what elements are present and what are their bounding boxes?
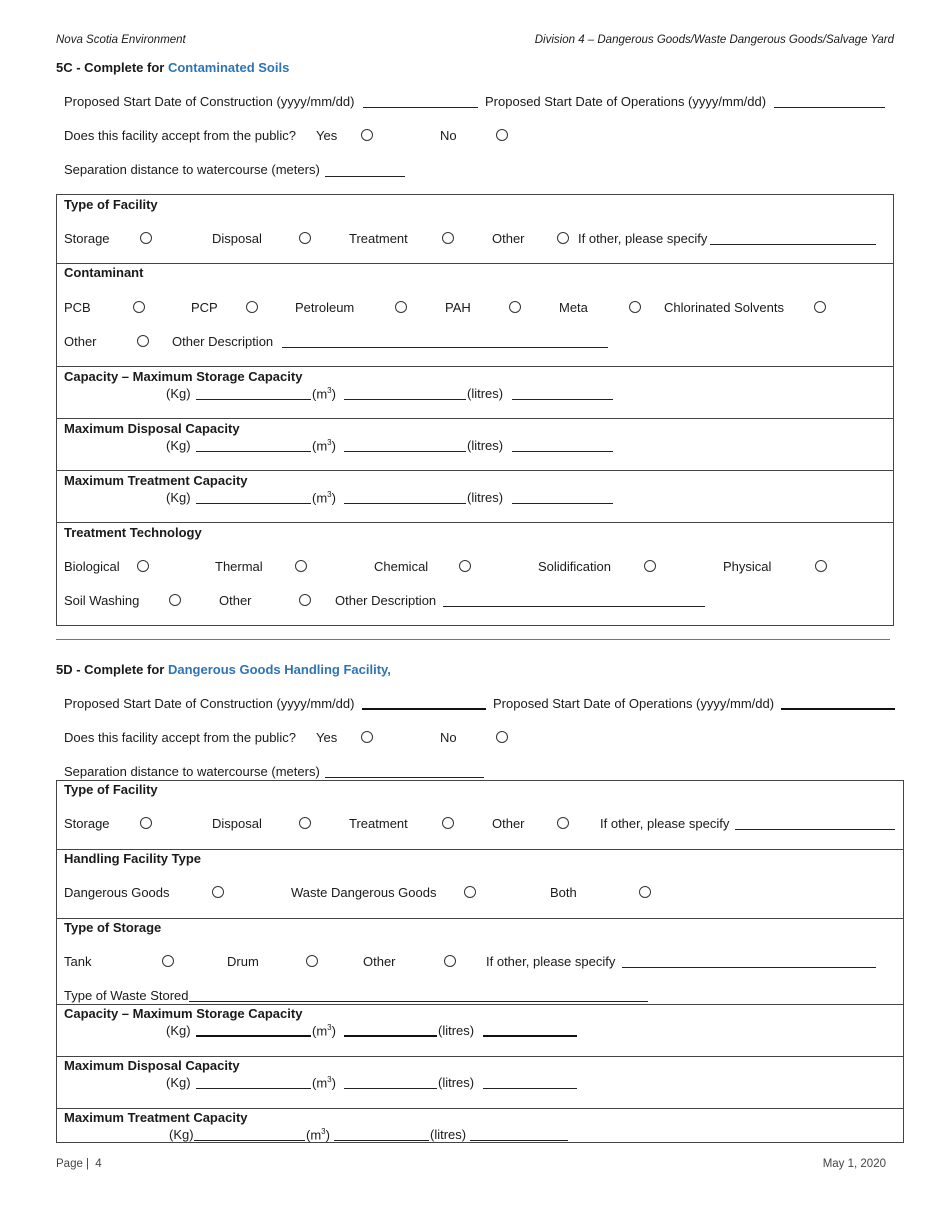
d-waste-stored-field[interactable] <box>189 1001 648 1002</box>
c-cap-storage-m3-field[interactable] <box>344 399 466 400</box>
c-tt-other-radio[interactable] <box>299 594 311 606</box>
c-treatment-radio[interactable] <box>442 232 454 244</box>
m3-close: ) <box>331 490 336 506</box>
d-cap-storage-m3 <box>312 1023 336 1038</box>
c-tt-soil-washing-label: Soil Washing <box>64 593 140 608</box>
c-cap-disposal-litres: (litres) <box>467 438 504 453</box>
c-start-construction-label: Proposed Start Date of Construction (yyyy/mm/dd) <box>64 94 355 109</box>
d-drum-label: Drum <box>227 954 259 969</box>
c-public-question: Does this facility accept from the public? <box>64 128 296 143</box>
d-cap-treatment-kg: (Kg) <box>169 1127 194 1142</box>
d-type-facility-title: Type of Facility <box>64 782 158 797</box>
divider <box>56 522 894 523</box>
section-5c-title <box>56 60 289 75</box>
c-cap-disposal-litres-field[interactable] <box>512 451 613 452</box>
c-cont-other-label: Other <box>64 334 97 349</box>
m3-sup: 3 <box>327 438 332 447</box>
c-disposal-radio[interactable] <box>299 232 311 244</box>
c-storage-radio[interactable] <box>140 232 152 244</box>
c-tt-other-desc-field[interactable] <box>443 606 705 607</box>
c-cap-storage-litres: (litres) <box>467 386 504 401</box>
d-disposal-label: Disposal <box>212 816 262 831</box>
c-tt-title: Treatment Technology <box>64 525 202 540</box>
d-cap-storage-m3-field[interactable] <box>344 1035 437 1037</box>
d-dg-radio[interactable] <box>212 886 224 898</box>
d-both-label: Both <box>550 885 577 900</box>
d-st-other-label: Other <box>363 954 396 969</box>
c-separation-field[interactable] <box>325 176 405 177</box>
c-cap-storage-kg-field[interactable] <box>196 399 311 400</box>
m3-close: ) <box>331 1023 336 1039</box>
c-meta-label: Meta <box>559 300 588 315</box>
d-specify-label: If other, please specify <box>600 816 730 831</box>
c-meta-radio[interactable] <box>629 301 641 313</box>
m3-unit: (m <box>312 438 328 454</box>
c-tt-solidification-label: Solidification <box>538 559 611 574</box>
c-public-no-radio[interactable] <box>496 129 508 141</box>
divider <box>56 1056 904 1057</box>
m3-sup: 3 <box>327 386 332 395</box>
c-pah-label: PAH <box>445 300 471 315</box>
c-tt-soil-washing-radio[interactable] <box>169 594 181 606</box>
m3-unit: (m <box>306 1127 322 1143</box>
divider <box>56 1108 904 1109</box>
c-cap-disposal-m3 <box>312 438 336 453</box>
c-public-no-label: No <box>440 128 457 143</box>
c-tt-chemical-radio[interactable] <box>459 560 471 572</box>
c-tt-other-label: Other <box>219 593 252 608</box>
d-cap-disposal-kg-field[interactable] <box>196 1088 311 1089</box>
d-start-operations-label: Proposed Start Date of Operations (yyyy/mm/dd) <box>493 696 775 711</box>
d-treatment-radio[interactable] <box>442 817 454 829</box>
header-org: Nova Scotia Environment <box>56 34 186 46</box>
d-st-specify-label: If other, please specify <box>486 954 616 969</box>
divider <box>56 366 894 367</box>
d-cap-treatment-litres-field[interactable] <box>470 1140 568 1141</box>
m3-unit: (m <box>312 1075 328 1091</box>
section-5d-highlight: Dangerous Goods Handling Facility, <box>167 662 391 677</box>
c-disposal-label: Disposal <box>212 231 262 246</box>
d-cap-storage-kg: (Kg) <box>166 1023 191 1038</box>
c-public-yes-label: Yes <box>316 128 338 143</box>
c-chlorinated-label: Chlorinated Solvents <box>664 300 784 315</box>
d-tank-radio[interactable] <box>162 955 174 967</box>
c-pcp-label: PCP <box>191 300 218 315</box>
c-tt-other-desc-label: Other Description <box>335 593 437 608</box>
d-st-specify-field[interactable] <box>622 967 876 968</box>
c-public-yes-radio[interactable] <box>361 129 373 141</box>
c-tt-solidification-radio[interactable] <box>644 560 656 572</box>
c-pcb-label: PCB <box>64 300 91 315</box>
d-cap-treatment-m3 <box>306 1127 330 1142</box>
d-public-yes-label: Yes <box>316 730 338 745</box>
d-other-label: Other <box>492 816 525 831</box>
footer-date: May 1, 2020 <box>822 1158 886 1170</box>
c-cap-disposal-kg-field[interactable] <box>196 451 311 452</box>
divider <box>56 849 904 850</box>
footer-page-number: 4 <box>95 1158 102 1170</box>
c-petroleum-label: Petroleum <box>295 300 355 315</box>
d-handling-title: Handling Facility Type <box>64 851 202 866</box>
c-cap-treatment-kg-field[interactable] <box>196 503 311 504</box>
d-cap-disposal-litres: (litres) <box>438 1075 475 1090</box>
section-5d-title <box>56 662 391 677</box>
d-cap-storage-litres: (litres) <box>438 1023 475 1038</box>
d-dg-label: Dangerous Goods <box>64 885 170 900</box>
c-tt-physical-label: Physical <box>723 559 772 574</box>
c-cap-storage-litres-field[interactable] <box>512 399 613 400</box>
d-storage-radio[interactable] <box>140 817 152 829</box>
m3-close: ) <box>331 386 336 402</box>
c-pah-radio[interactable] <box>509 301 521 313</box>
section-5d-prefix: 5D - Complete for <box>56 662 168 677</box>
c-cap-disposal-kg: (Kg) <box>166 438 191 453</box>
d-cap-treatment-kg-field[interactable] <box>194 1140 305 1141</box>
c-separation-label: Separation distance to watercourse (meters) <box>64 162 320 177</box>
c-chlorinated-radio[interactable] <box>814 301 826 313</box>
c-cap-treatment-m3 <box>312 490 336 505</box>
d-cap-storage-litres-field[interactable] <box>483 1035 577 1037</box>
d-waste-stored-label: Type of Waste Stored <box>64 988 189 1003</box>
c-cont-other-desc-field[interactable] <box>282 347 608 348</box>
d-separation-label: Separation distance to watercourse (meters) <box>64 764 320 779</box>
c-pcp-radio[interactable] <box>246 301 258 313</box>
c-cap-disposal-title: Maximum Disposal Capacity <box>64 421 240 436</box>
c-other-label: Other <box>492 231 525 246</box>
c-type-facility-title: Type of Facility <box>64 197 158 212</box>
c-cap-treatment-title: Maximum Treatment Capacity <box>64 473 248 488</box>
d-start-operations-field[interactable] <box>781 708 895 710</box>
c-cont-other-radio[interactable] <box>137 335 149 347</box>
d-cap-disposal-litres-field[interactable] <box>483 1088 577 1089</box>
c-cap-treatment-litres: (litres) <box>467 490 504 505</box>
m3-close: ) <box>331 438 336 454</box>
c-cap-disposal-m3-field[interactable] <box>344 451 466 452</box>
c-specify-field[interactable] <box>710 244 876 245</box>
d-specify-field[interactable] <box>735 829 895 830</box>
c-petroleum-radio[interactable] <box>395 301 407 313</box>
d-cap-disposal-m3-field[interactable] <box>344 1088 437 1089</box>
footer-page-label: Page | <box>56 1158 93 1170</box>
d-tank-label: Tank <box>64 954 92 969</box>
d-cap-disposal-kg: (Kg) <box>166 1075 191 1090</box>
divider <box>56 470 894 471</box>
c-treatment-label: Treatment <box>349 231 408 246</box>
section-5c-highlight: Contaminated Soils <box>167 60 290 75</box>
c-cap-storage-title: Capacity – Maximum Storage Capacity <box>64 369 303 384</box>
d-st-other-radio[interactable] <box>444 955 456 967</box>
c-specify-label: If other, please specify <box>578 231 708 246</box>
c-tt-thermal-label: Thermal <box>215 559 263 574</box>
d-cap-storage-kg-field[interactable] <box>196 1035 311 1037</box>
d-storage-type-title: Type of Storage <box>64 920 162 935</box>
c-tt-chemical-label: Chemical <box>374 559 429 574</box>
c-contaminant-title: Contaminant <box>64 265 144 280</box>
d-other-radio[interactable] <box>557 817 569 829</box>
m3-sup: 3 <box>321 1127 326 1136</box>
c-storage-label: Storage <box>64 231 110 246</box>
c-other-radio[interactable] <box>557 232 569 244</box>
d-cap-disposal-title: Maximum Disposal Capacity <box>64 1058 240 1073</box>
c-tt-biological-radio[interactable] <box>137 560 149 572</box>
divider <box>56 418 894 419</box>
d-storage-label: Storage <box>64 816 110 831</box>
c-cap-storage-m3 <box>312 386 336 401</box>
c-tt-thermal-radio[interactable] <box>295 560 307 572</box>
c-cap-treatment-litres-field[interactable] <box>512 503 613 504</box>
d-both-radio[interactable] <box>639 886 651 898</box>
m3-unit: (m <box>312 1023 328 1039</box>
d-cap-treatment-m3-field[interactable] <box>334 1140 429 1141</box>
d-wdg-radio[interactable] <box>464 886 476 898</box>
d-start-construction-field[interactable] <box>362 708 486 710</box>
c-tt-biological-label: Biological <box>64 559 120 574</box>
header-division: Division 4 – Dangerous Goods/Waste Dangerous Goods/Salvage Yard <box>534 34 894 46</box>
d-public-no-radio[interactable] <box>496 731 508 743</box>
c-start-operations-field[interactable] <box>774 107 885 108</box>
footer-page <box>56 1158 102 1170</box>
c-cap-treatment-kg: (Kg) <box>166 490 191 505</box>
c-cap-storage-kg: (Kg) <box>166 386 191 401</box>
section-separator <box>56 639 890 640</box>
d-wdg-label: Waste Dangerous Goods <box>291 885 437 900</box>
m3-sup: 3 <box>327 1023 332 1032</box>
d-cap-disposal-m3 <box>312 1075 336 1090</box>
d-treatment-label: Treatment <box>349 816 408 831</box>
m3-sup: 3 <box>327 490 332 499</box>
c-start-operations-label: Proposed Start Date of Operations (yyyy/mm/dd) <box>485 94 767 109</box>
d-public-question: Does this facility accept from the public? <box>64 730 296 745</box>
c-pcb-radio[interactable] <box>133 301 145 313</box>
c-tt-physical-radio[interactable] <box>815 560 827 572</box>
m3-unit: (m <box>312 490 328 506</box>
d-start-construction-label: Proposed Start Date of Construction (yyyy/mm/dd) <box>64 696 355 711</box>
d-public-yes-radio[interactable] <box>361 731 373 743</box>
c-start-construction-field[interactable] <box>363 107 478 108</box>
divider <box>56 263 894 264</box>
d-public-no-label: No <box>440 730 457 745</box>
c-cap-treatment-m3-field[interactable] <box>344 503 466 504</box>
d-cap-treatment-litres: (litres) <box>430 1127 467 1142</box>
divider <box>56 1004 904 1005</box>
section-5c-prefix: 5C - Complete for <box>56 60 168 75</box>
m3-unit: (m <box>312 386 328 402</box>
d-drum-radio[interactable] <box>306 955 318 967</box>
d-cap-storage-title: Capacity – Maximum Storage Capacity <box>64 1006 303 1021</box>
d-separation-field[interactable] <box>325 777 484 778</box>
d-cap-treatment-title: Maximum Treatment Capacity <box>64 1110 248 1125</box>
divider <box>56 918 904 919</box>
c-cont-other-desc-label: Other Description <box>172 334 274 349</box>
m3-sup: 3 <box>327 1075 332 1084</box>
m3-close: ) <box>331 1075 336 1091</box>
m3-close: ) <box>325 1127 330 1143</box>
d-disposal-radio[interactable] <box>299 817 311 829</box>
